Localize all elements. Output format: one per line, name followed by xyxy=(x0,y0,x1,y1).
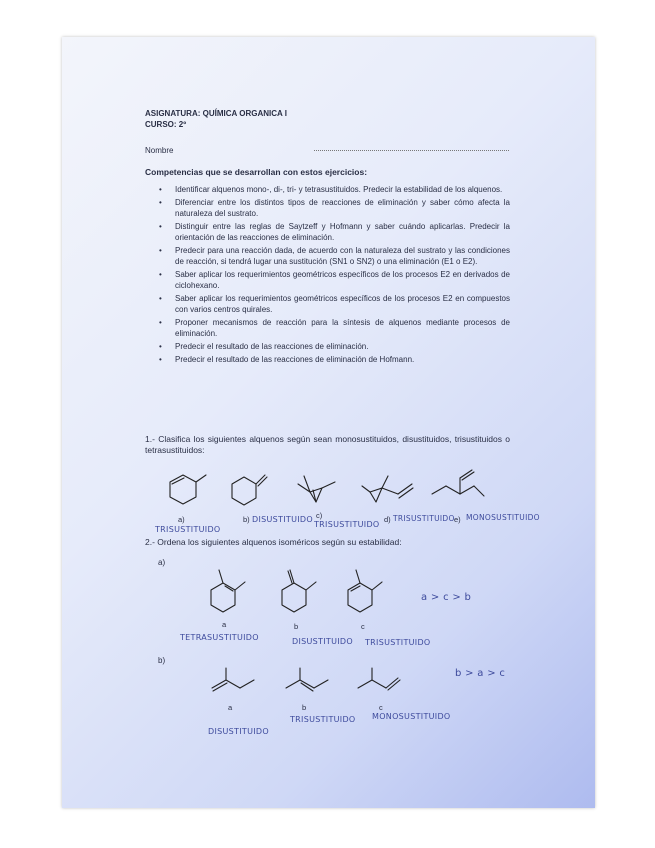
molecule-2b-c xyxy=(356,666,406,696)
q2-part-a-label: a) xyxy=(158,558,166,567)
handwritten-answer-1e: MONOSUSTITUIDO xyxy=(466,513,540,522)
q2b-sub-label-c: c xyxy=(379,703,383,712)
molecule-1d xyxy=(360,472,420,510)
molecule-1e xyxy=(430,466,490,506)
competencias-title: Competencias que se desarrollan con estos ejercicios: xyxy=(145,167,368,177)
handwritten-answer-2a-b: DISUSTITUIDO xyxy=(292,637,353,646)
list-item: • Predecir para una reacción dada, de acuerdo con la naturaleza del sustrato y las condiciones de reacción, si tendrá lugar una sustitución (SN1 o SN2) o una eliminación (E1 o E2). xyxy=(145,245,510,267)
handwritten-answer-2a-a: TETRASUSTITUIDO xyxy=(180,633,259,642)
list-item: • Predecir el resultado de las reacciones de eliminación de Hofmann. xyxy=(145,354,510,365)
q2a-sub-label-c: c xyxy=(361,622,365,631)
q1-label-a: a) xyxy=(178,515,185,524)
list-item: • Predecir el resultado de las reacciones de eliminación. xyxy=(145,341,510,352)
molecule-2a-a xyxy=(203,565,249,617)
course-heading: CURSO: 2º xyxy=(145,120,187,129)
q1-label-c: c) xyxy=(316,511,323,520)
question-2-text: 2.- Ordena los siguientes alquenos isoméricos según su estabilidad: xyxy=(145,537,402,547)
molecule-2b-b xyxy=(284,666,334,696)
molecule-1c xyxy=(295,472,345,510)
handwritten-answer-1b: DISUSTITUIDO xyxy=(252,515,313,524)
handwritten-answer-2b-a: DISUSTITUIDO xyxy=(208,727,269,736)
molecule-1b xyxy=(227,470,277,512)
molecule-2a-b xyxy=(274,565,320,617)
q2b-sub-label-a: a xyxy=(228,703,233,712)
handwritten-order-2b: b > a > c xyxy=(455,668,506,679)
molecule-1a xyxy=(160,472,210,512)
molecule-2b-a xyxy=(210,666,260,696)
competencias-list xyxy=(145,184,510,367)
handwritten-answer-1a: TRISUSTITUIDO xyxy=(155,525,221,534)
list-item: • Distinguir entre las reglas de Saytzeff y Hofmann y saber cuándo aplicarlas. Predecir la orientación de las reacciones de eliminación. xyxy=(145,221,510,243)
name-label: Nombre xyxy=(145,146,174,155)
q1-label-e: e) xyxy=(454,515,461,524)
subject-heading: ASIGNATURA: QUÍMICA ORGANICA I xyxy=(145,109,287,118)
list-item: • Identificar alquenos mono-, di-, tri- y tetrasustituidos. Predecir la estabilidad de los alquenos. xyxy=(145,184,510,195)
handwritten-answer-2b-b: TRISUSTITUIDO xyxy=(290,715,356,724)
list-item: • Saber aplicar los requerimientos geométricos específicos de los procesos E2 en derivados de ciclohexano. xyxy=(145,269,510,291)
q2-part-b-label: b) xyxy=(158,656,166,665)
list-item: • Saber aplicar los requerimientos geométricos específicos de los procesos E2 en compuestos con varios centros quirales. xyxy=(145,293,510,315)
q2a-sub-label-a: a xyxy=(222,620,227,629)
q2a-sub-label-b: b xyxy=(294,622,299,631)
handwritten-answer-1d: TRISUSTITUIDO xyxy=(393,514,455,523)
list-item: • Proponer mecanismos de reacción para la síntesis de alquenos mediante procesos de eliminación. xyxy=(145,317,510,339)
handwritten-answer-2a-c: TRISUSTITUIDO xyxy=(365,638,431,647)
handwritten-answer-1c: TRISUSTITUIDO xyxy=(314,520,380,529)
molecule-2a-c xyxy=(340,565,386,617)
q1-label-b: b) xyxy=(243,515,250,524)
handwritten-order-2a: a > c > b xyxy=(421,592,472,603)
q2b-sub-label-b: b xyxy=(302,703,307,712)
name-field-line xyxy=(314,150,509,151)
list-item: • Diferenciar entre los distintos tipos de reacciones de eliminación y saber cómo afecta la naturaleza del sustrato. xyxy=(145,197,510,219)
handwritten-answer-2b-c: MONOSUSTITUIDO xyxy=(372,712,451,721)
q1-label-d: d) xyxy=(384,515,391,524)
question-1-text: 1.- Clasifica los siguientes alquenos según sean monosustituidos, disustituidos, trisustituidos o tetrasustituidos: xyxy=(145,434,510,455)
